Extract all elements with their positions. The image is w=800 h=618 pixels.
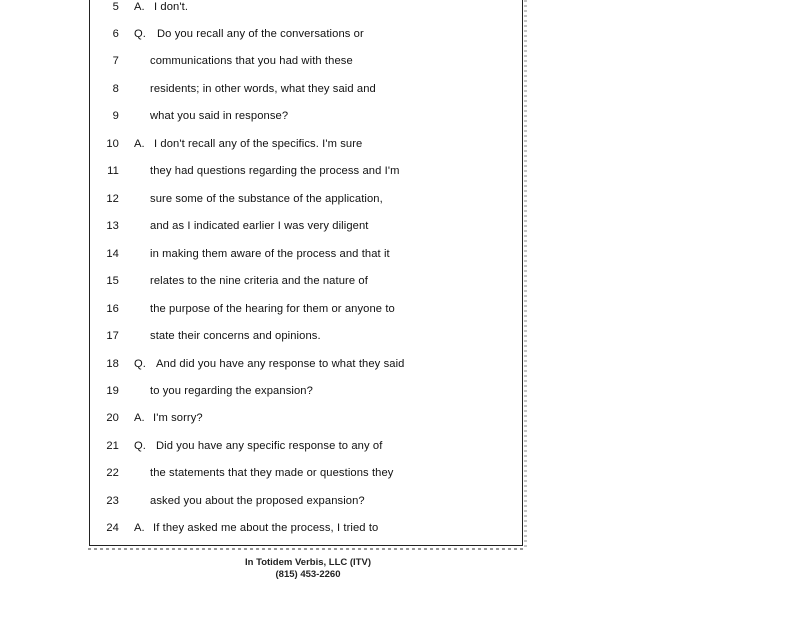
- speaker-label: Q.: [134, 358, 147, 370]
- line-text: residents; in other words, what they said and: [150, 83, 376, 95]
- line-number: 23: [106, 495, 119, 507]
- line-text: And did you have any response to what they said: [156, 358, 405, 370]
- transcript-line: [90, 522, 524, 538]
- line-number: 24: [106, 522, 119, 534]
- line-text: sure some of the substance of the application,: [150, 193, 383, 205]
- transcript-line: [90, 110, 524, 126]
- line-number: 19: [106, 385, 119, 397]
- line-text: to you regarding the expansion?: [150, 385, 313, 397]
- line-number: 15: [106, 275, 119, 287]
- line-number: 16: [106, 303, 119, 315]
- line-number: 22: [106, 467, 119, 479]
- speaker-label: A.: [134, 522, 145, 534]
- line-number: 21: [106, 440, 119, 452]
- line-number: 13: [106, 220, 119, 232]
- line-text: I'm sorry?: [153, 412, 203, 424]
- line-text: communications that you had with these: [150, 55, 353, 67]
- line-number: 10: [106, 138, 119, 150]
- transcript-line: [90, 495, 524, 511]
- transcript-line: [90, 28, 524, 44]
- transcript-line: [90, 330, 524, 346]
- line-text: relates to the nine criteria and the nature of: [150, 275, 368, 287]
- transcript-line: [90, 165, 524, 181]
- line-text: Did you have any specific response to any of: [156, 440, 383, 452]
- transcript-line: [90, 412, 524, 428]
- transcript-line: [90, 467, 524, 483]
- line-number: 9: [112, 110, 119, 122]
- footer-company: In Totidem Verbis, LLC (ITV): [245, 557, 371, 568]
- line-text: I don't.: [154, 1, 189, 13]
- transcript-line: [90, 303, 524, 319]
- footer-phone: (815) 453-2260: [275, 569, 341, 580]
- transcript-line: [90, 1, 524, 17]
- line-text: state their concerns and opinions.: [150, 330, 321, 342]
- transcript-line: [90, 83, 524, 99]
- line-number: 12: [106, 193, 119, 205]
- line-number: 14: [106, 248, 119, 260]
- transcript-line: [90, 440, 524, 456]
- transcript-line: [90, 220, 524, 236]
- line-text: and as I indicated earlier I was very diligent: [150, 220, 369, 232]
- line-text: the statements that they made or questions they: [150, 467, 394, 479]
- line-number: 20: [106, 412, 119, 424]
- line-number: 11: [107, 165, 119, 177]
- line-number: 8: [112, 83, 119, 95]
- line-number: 7: [112, 55, 119, 67]
- line-number: 5: [112, 1, 119, 13]
- transcript-line: [90, 275, 524, 291]
- speaker-label: Q.: [134, 28, 147, 40]
- transcript-line: [90, 193, 524, 209]
- line-number: 17: [106, 330, 119, 342]
- line-number: 6: [112, 28, 119, 40]
- speaker-label: A.: [134, 412, 145, 424]
- line-text: I don't recall any of the specifics. I'm sure: [154, 138, 363, 150]
- speaker-label: A.: [134, 1, 145, 13]
- line-text: If they asked me about the process, I tried to: [153, 522, 379, 534]
- scan-edge-artifact: [524, 0, 527, 548]
- speaker-label: Q.: [134, 440, 147, 452]
- line-text: the purpose of the hearing for them or anyone to: [150, 303, 395, 315]
- page-footer: [200, 557, 416, 581]
- transcript-line: [90, 248, 524, 264]
- transcript-line: [90, 138, 524, 154]
- line-text: Do you recall any of the conversations or: [157, 28, 364, 40]
- speaker-label: A.: [134, 138, 145, 150]
- transcript-line: [90, 385, 524, 401]
- line-text: asked you about the proposed expansion?: [150, 495, 365, 507]
- line-number: 18: [106, 358, 119, 370]
- line-text: they had questions regarding the process and I'm: [150, 165, 400, 177]
- transcript-line: [90, 55, 524, 71]
- transcript-line: [90, 358, 524, 374]
- line-text: what you said in response?: [150, 110, 289, 122]
- line-text: in making them aware of the process and that it: [150, 248, 390, 260]
- transcript-page: [89, 0, 523, 546]
